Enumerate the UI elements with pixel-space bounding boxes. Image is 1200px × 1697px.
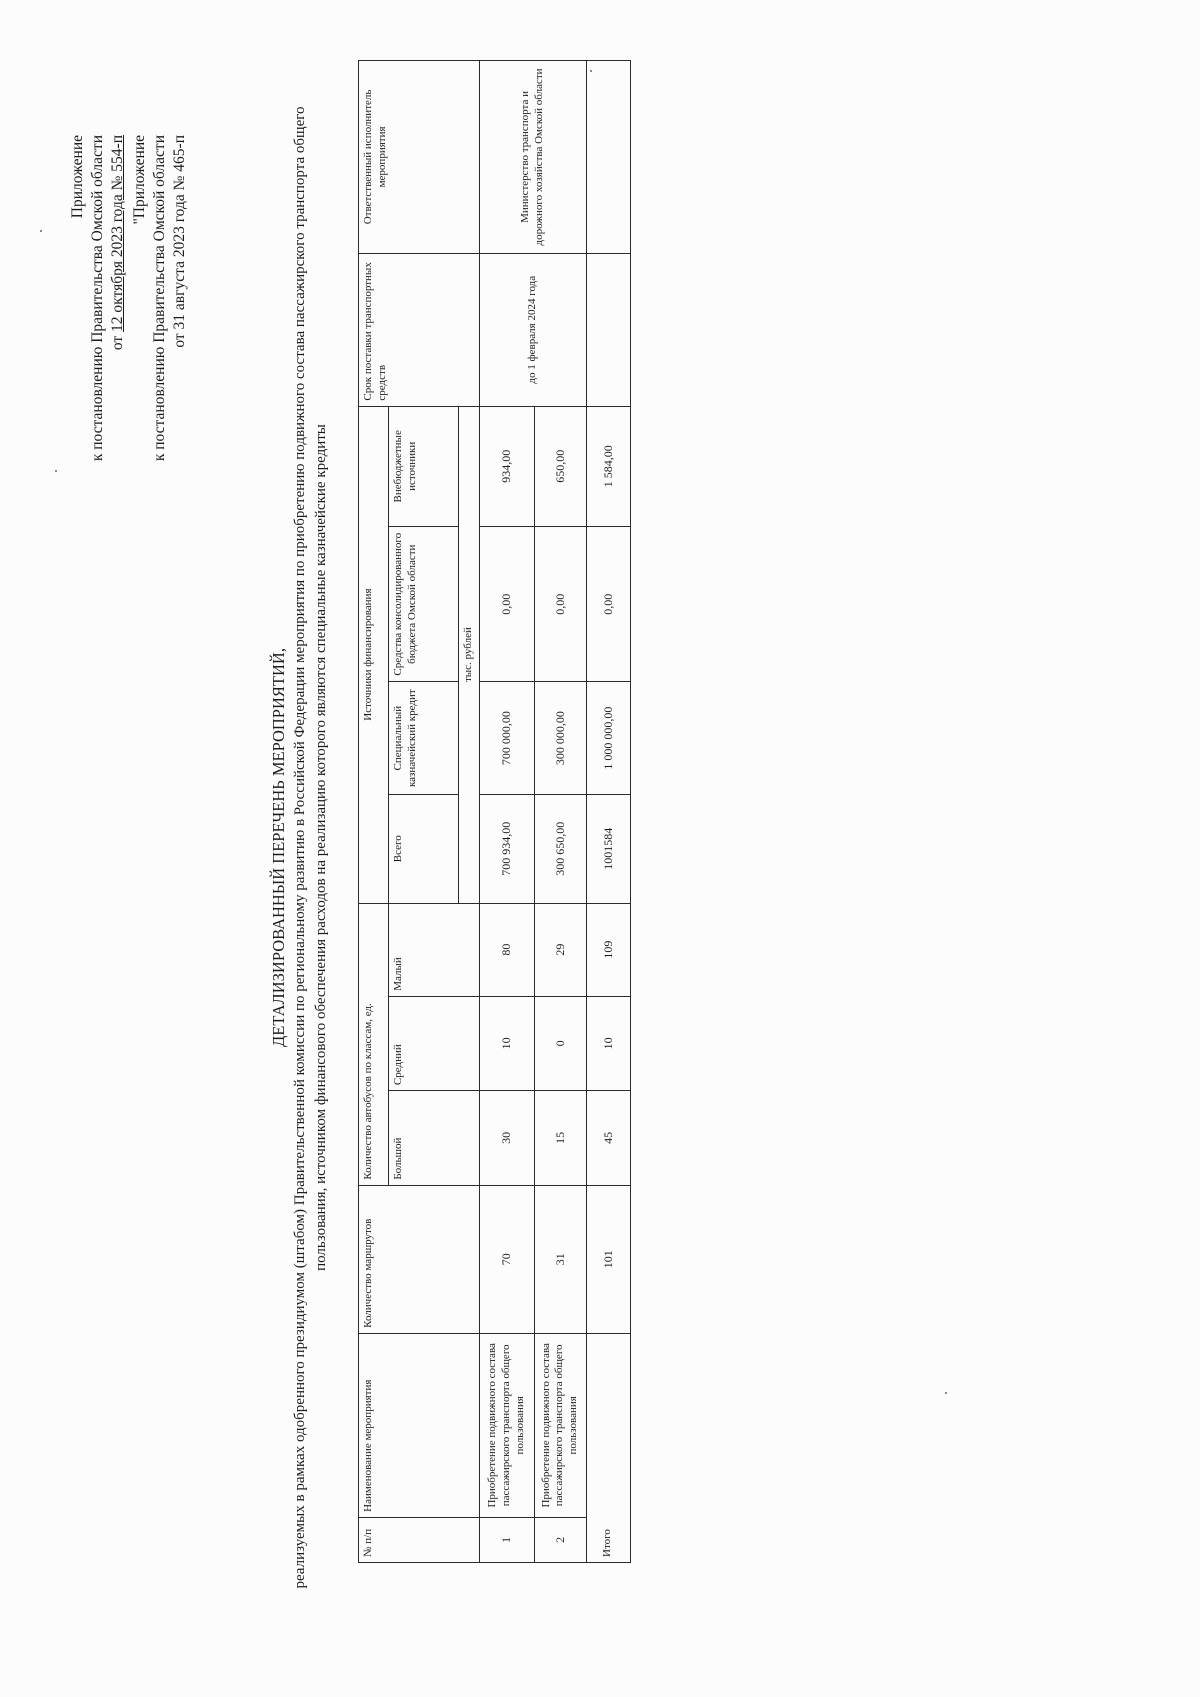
row2-total: 300 650,00 [534,794,586,903]
row2-credit: 300 000,00 [534,682,586,794]
row2-extra: 650,00 [534,406,586,526]
appendix-header [68,135,128,461]
row2-large: 15 [534,1091,586,1186]
header-executor: Ответственный исполнитель мероприятия [359,61,480,254]
scan-speck [590,70,592,72]
previous-date-line: от 31 августа 2023 года № 465-п [171,135,189,348]
appendix-resolution-line: к постановлению Правительства Омской области [89,135,107,462]
document-title [268,60,331,1635]
row2-small: 29 [534,903,586,996]
scan-speck [55,470,57,472]
scan-speck [945,1392,947,1394]
row1-credit: 700 000,00 [479,682,534,794]
totals-large: 45 [586,1091,630,1186]
row1-medium: 10 [479,996,534,1090]
row2-routes: 31 [534,1185,586,1333]
appendix-date-prefix: от [109,331,127,351]
totals-budget: 0,00 [586,527,630,682]
previous-appendix-label: "Приложение [131,135,148,225]
title-main: ДЕТАЛИЗИРОВАННЫЙ ПЕРЕЧЕНЬ МЕРОПРИЯТИЙ, [269,648,288,1047]
totals-executor-empty [586,61,630,254]
row2-name: Приобретение подвижного состава пассажирского транспорта общего пользования [534,1333,586,1517]
header-fin-credit: Специальный казначейский кредит [389,682,459,794]
header-fin-extra: Внебюджетные источники [389,406,459,526]
totals-label: Итого [586,1333,630,1562]
appendix-date: 12 октября 2023 года № 554-п [109,135,127,332]
row1-routes: 70 [479,1185,534,1333]
header-finance-group: Источники финансирования [359,406,389,903]
row1-budget: 0,00 [479,527,534,682]
row1-extra: 934,00 [479,406,534,526]
totals-medium: 10 [586,996,630,1090]
totals-small: 109 [586,903,630,996]
row2-medium: 0 [534,996,586,1090]
header-num: № п/п [359,1517,480,1562]
header-bus-medium: Средний [389,996,480,1090]
previous-appendix-header [130,135,190,461]
row1-name: Приобретение подвижного состава пассажирского транспорта общего пользования [479,1333,534,1517]
measures-table [358,60,631,1563]
scan-speck [40,230,42,232]
totals-extra: 1 584,00 [586,406,630,526]
header-name: Наименование мероприятия [359,1333,480,1517]
row1-small: 80 [479,903,534,996]
previous-resolution-line: к постановлению Правительства Омской области [151,135,169,462]
title-subtitle: реализуемых в рамках одобренного президиумом (штабом) Правительственной комиссии по региональному развитию в Российской Федерации мероприятия по приобретению подвижного состава пассажирского транспорта общего пользования, источником финансового обеспечения расходов на реализацию которого являются специальные казначейские кредиты [292,106,329,1589]
rotated-document-page [50,60,1170,1635]
row2-num: 2 [534,1517,586,1562]
header-bus-small: Малый [389,903,480,996]
row1-large: 30 [479,1091,534,1186]
header-buses-group: Количество автобусов по классам, ед. [359,903,389,1185]
row2-budget: 0,00 [534,527,586,682]
header-deadline: Срок поставки транспортных средств [359,253,480,406]
deadline-value: до 1 февраля 2024 года [479,253,586,406]
executor-value: Министерство транспорта и дорожного хозяйства Омской области [479,61,586,254]
row1-total: 700 934,00 [479,794,534,903]
header-units: тыс. рублей [459,406,480,903]
header-fin-total: Всего [389,794,459,903]
totals-credit: 1 000 000,00 [586,682,630,794]
totals-routes: 101 [586,1185,630,1333]
row1-num: 1 [479,1517,534,1562]
header-bus-large: Большой [389,1091,480,1186]
appendix-label: Приложение [69,135,86,219]
header-fin-budget: Средства консолидированного бюджета Омской области [389,527,459,682]
appendix-date-line [108,135,128,461]
header-routes: Количество маршрутов [359,1185,480,1333]
totals-total: 1001584 [586,794,630,903]
totals-deadline-empty [586,253,630,406]
